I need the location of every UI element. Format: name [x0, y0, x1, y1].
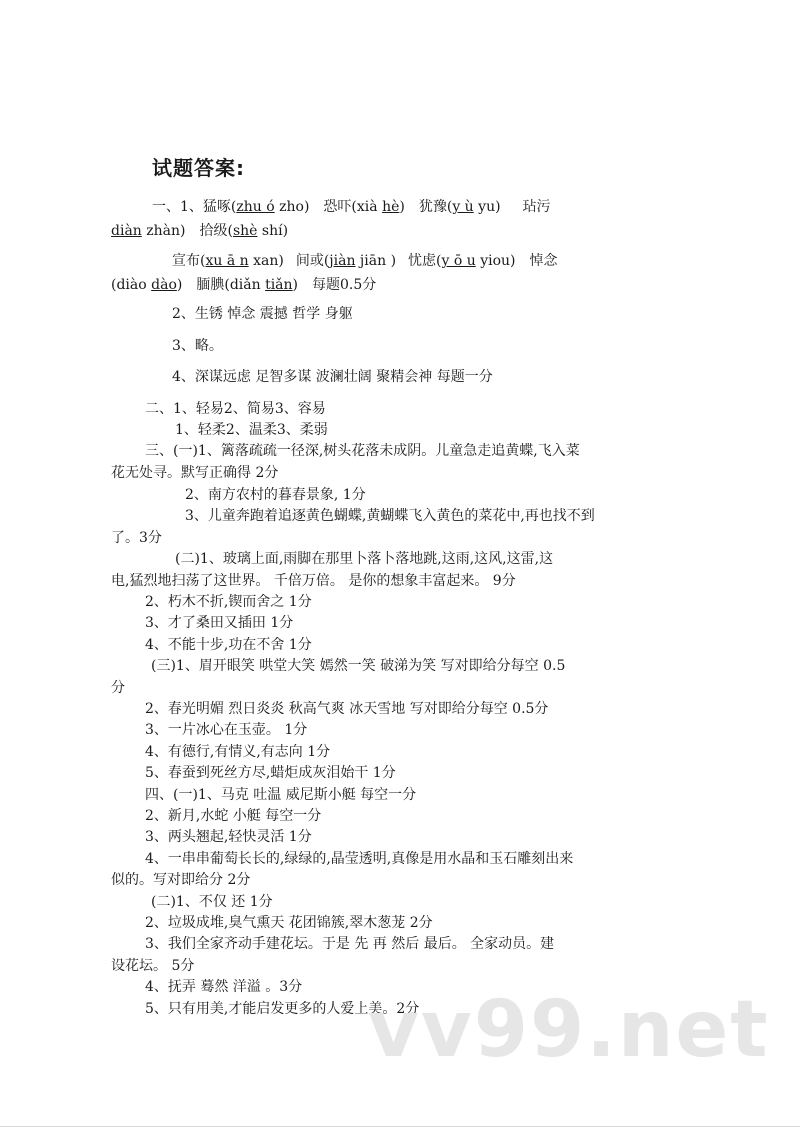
underlined-pinyin: jiàn [329, 253, 356, 269]
answer-line: 电,猛烈地扫荡了这世界。 千倍万倍。 是你的想象丰富起来。 9分 [111, 573, 516, 589]
answer-line: 3、两头翘起,轻快灵活 1分 [145, 829, 312, 845]
answer-line: 分 [111, 680, 125, 696]
answer-line: 4、抚弄 蓦然 洋溢 。3分 [145, 979, 303, 995]
answer-line: 了。3分 [111, 530, 162, 546]
score-note: 每题0.5分 [312, 277, 377, 293]
answer-line: 宣布(xu ā n xan) 间或(jiàn jiān ) 忧虑(y ō u yiou) 悼念 [172, 253, 558, 269]
answer-line: 5、只有用美,才能启发更多的人爱上美。2分 [145, 1001, 420, 1017]
answer-line: (二)1、玻璃上面,雨脚在那里卜落卜落地跳,这雨,这风,这雷,这 [175, 551, 554, 567]
answer-line: 似的。写对即给分 2分 [111, 872, 251, 888]
answer-line: 三、(一)1、篱落疏疏一径深,树头花落未成阴。儿童急走追黄蝶,飞入菜 [145, 443, 580, 459]
question-number: 一、1、 [152, 199, 203, 215]
underlined-pinyin: xu ā n [205, 253, 249, 269]
answer-line: 四、(一)1、马克 吐温 威尼斯小艇 每空一分 [145, 787, 417, 803]
watermark: vv99.net [368, 985, 770, 1075]
answer-line: (三)1、眉开眼笑 哄堂大笑 嫣然一笑 破涕为笑 写对即给分每空 0.5 [151, 658, 566, 674]
answer-line: diàn zhàn) 拾级(shè shí) [111, 223, 289, 239]
underlined-pinyin: tiǎn [265, 277, 293, 293]
answer-line: 5、春蚕到死丝方尽,蜡炬成灰泪始干 1分 [145, 765, 396, 781]
underlined-pinyin: y ù [452, 199, 474, 215]
answer-line: (diào dào) 腼腆(diǎn tiǎn) 每题0.5分 [111, 277, 377, 293]
answer-line: 2、南方农村的暮春景象, 1分 [185, 487, 366, 503]
underlined-pinyin: diàn [111, 223, 142, 239]
answer-line: (二)1、不仅 还 1分 [151, 894, 273, 910]
underlined-pinyin: zhu ó [236, 199, 275, 215]
answer-line: 4、一串串葡萄长长的,绿绿的,晶莹透明,真像是用水晶和玉石雕刻出来 [145, 851, 574, 867]
answer-line: 3、儿童奔跑着追逐黄色蝴蝶,黄蝴蝶飞入黄色的菜花中,再也找不到 [185, 508, 595, 524]
answer-line: 3、才了桑田又插田 1分 [145, 615, 294, 631]
underlined-pinyin: dào [151, 277, 177, 293]
answer-line: 2、生锈 悼念 震撼 哲学 身躯 [172, 306, 353, 322]
answer-line: 4、不能十步,功在不舍 1分 [145, 637, 312, 653]
underlined-pinyin: hè [382, 199, 400, 215]
answer-line: 2、新月,水蛇 小艇 每空一分 [145, 808, 322, 824]
answer-line: 花无处寻。默写正确得 2分 [111, 465, 279, 481]
answer-line: 3、略。 [172, 338, 223, 354]
answer-line: 二、1、轻易2、简易3、容易 [145, 401, 326, 417]
answer-line: 1、轻柔2、温柔3、柔弱 [175, 422, 328, 438]
answer-line: 2、垃圾成堆,臭气熏天 花团锦簇,翠木葱茏 2分 [145, 915, 433, 931]
underlined-pinyin: shè [232, 223, 258, 239]
page-title: 试题答案: [152, 156, 245, 180]
answer-line: 2、朽木不折,锲而舍之 1分 [145, 594, 312, 610]
answer-line: 4、深谋远虑 足智多谋 波澜壮阔 聚精会神 每题一分 [172, 369, 493, 385]
underlined-pinyin: y ō u [441, 253, 476, 269]
answer-line: 3、我们全家齐动手建花坛。于是 先 再 然后 最后。 全家动员。建 [145, 936, 555, 952]
answer-line: 设花坛。 5分 [111, 958, 195, 974]
answer-line: 3、一片冰心在玉壶。 1分 [145, 722, 308, 738]
page-bottom-divider [0, 1126, 800, 1127]
answer-line: 一、1、猛啄(zhu ó zho) 恐吓(xià hè) 犹豫(y ù yu) 玷污 [152, 199, 551, 215]
answer-line: 4、有德行,有情义,有志向 1分 [145, 744, 331, 760]
answer-line: 2、春光明媚 烈日炎炎 秋高气爽 冰天雪地 写对即给分每空 0.5分 [145, 701, 549, 717]
